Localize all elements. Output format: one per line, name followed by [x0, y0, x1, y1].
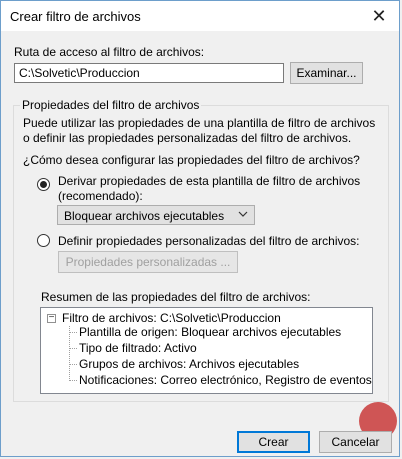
tree-root-node[interactable]: Filtro de archivos: C:\Solvetic\Produccion [62, 311, 281, 325]
config-question: ¿Cómo desea configurar las propiedades del filtro de archivos? [23, 153, 360, 167]
create-button[interactable]: Crear [237, 431, 310, 453]
radio-custom-label: Definir propiedades personalizadas del filtro de archivos: [58, 234, 360, 248]
summary-tree[interactable] [40, 307, 373, 394]
chevron-down-icon [238, 209, 248, 222]
tree-connector [69, 332, 77, 333]
tree-child-screen-type[interactable]: Tipo de filtrado: Activo [79, 341, 197, 355]
collapse-icon[interactable]: − [48, 312, 55, 323]
tree-child-notifications[interactable]: Notificaciones: Correo electrónico, Registro de eventos [79, 373, 372, 387]
template-select-value: Bloquear archivos ejecutables [64, 209, 225, 223]
tree-connector [69, 364, 77, 365]
path-label: Ruta de acceso al filtro de archivos: [14, 45, 205, 59]
cancel-button[interactable]: Cancelar [319, 431, 392, 453]
title-bar [1, 1, 399, 31]
tree-connector [69, 348, 77, 349]
radio-template-label: Derivar propiedades de esta plantilla de filtro de archivos [58, 174, 361, 188]
template-select[interactable] [57, 205, 255, 225]
properties-group-label: Propiedades del filtro de archivos [22, 98, 200, 112]
tree-child-template[interactable]: Plantilla de origen: Bloquear archivos ejecutables [79, 325, 342, 339]
path-input[interactable]: C:\Solvetic\Produccion [14, 63, 284, 83]
properties-description: Puede utilizar las propiedades de una plantilla de filtro de archivos o definir las propiedades personalizadas del filtro de archivos. [23, 116, 376, 145]
tree-connector [69, 380, 77, 381]
close-icon[interactable]: ✕ [371, 5, 387, 26]
radio-template-label-note: (recomendado): [58, 189, 143, 203]
radio-custom[interactable] [37, 234, 50, 247]
custom-properties-button[interactable]: Propiedades personalizadas ... [58, 251, 238, 273]
radio-template[interactable] [37, 178, 50, 191]
browse-button[interactable]: Examinar... [290, 62, 363, 84]
dialog-title: Crear filtro de archivos [10, 9, 141, 24]
summary-label: Resumen de las propiedades del filtro de archivos: [41, 290, 311, 304]
tree-connector [69, 326, 70, 381]
tree-child-file-groups[interactable]: Grupos de archivos: Archivos ejecutables [79, 357, 300, 371]
